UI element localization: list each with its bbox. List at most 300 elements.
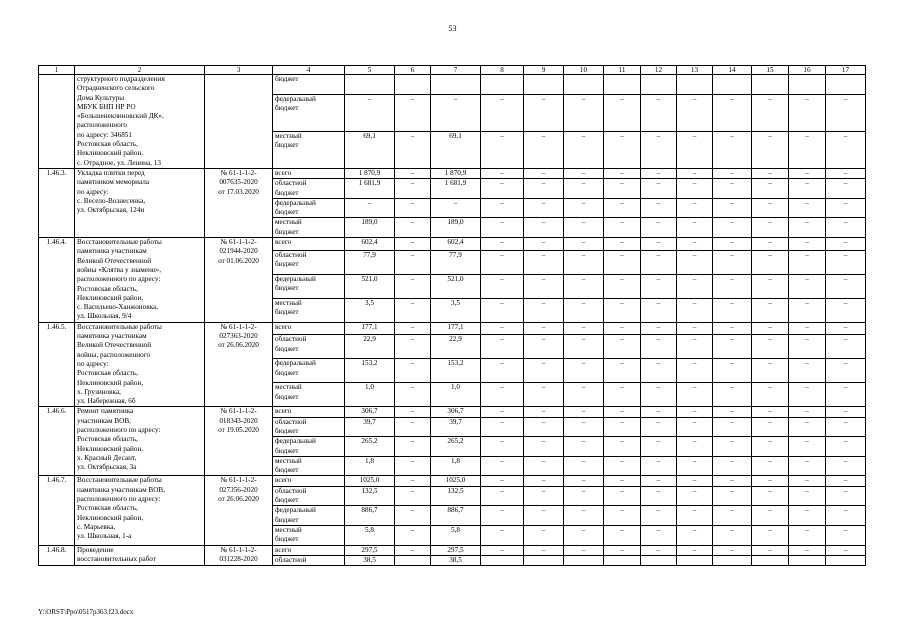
object-name-line: ул. Октябрьская, 124и bbox=[77, 206, 145, 215]
value-col17: – bbox=[826, 545, 866, 555]
funding-source-line: бюджет bbox=[275, 466, 299, 475]
value-col12: – bbox=[641, 250, 677, 274]
item-number: 1.46.5. bbox=[39, 322, 75, 407]
value-col14: – bbox=[713, 238, 752, 251]
object-name-line: Неклиновский район, bbox=[77, 513, 144, 522]
funding-source-line: местный bbox=[275, 218, 302, 227]
value-col14: – bbox=[713, 417, 752, 437]
object-name-line: х. Красный Десант, bbox=[77, 453, 137, 462]
object-name-line: ул. Школьная, 1-а bbox=[77, 532, 132, 541]
value-col15: – bbox=[752, 456, 789, 476]
value-col10: – bbox=[564, 131, 604, 168]
value-col14: – bbox=[713, 506, 752, 526]
object-name bbox=[75, 75, 205, 169]
funding-source-line: бюджет bbox=[275, 426, 299, 435]
value-col9: – bbox=[524, 131, 564, 168]
value-col7: 38,5 bbox=[431, 555, 481, 565]
value-col15: – bbox=[752, 238, 789, 251]
value-col12: – bbox=[641, 274, 677, 298]
value-col14: – bbox=[713, 298, 752, 322]
value-col6: – bbox=[395, 486, 431, 506]
value-col9: – bbox=[524, 298, 564, 322]
value-col16: – bbox=[789, 486, 826, 506]
value-col5: 1 870,9 bbox=[345, 168, 395, 178]
value-col11: – bbox=[604, 274, 641, 298]
value-col15: – bbox=[752, 322, 789, 335]
value-col15: – bbox=[752, 274, 789, 298]
value-col9: – bbox=[524, 456, 564, 476]
value-col7: 306,7 bbox=[431, 407, 481, 417]
value-col6: – bbox=[395, 417, 431, 437]
value-col7: 1,8 bbox=[431, 456, 481, 476]
value-col13: – bbox=[677, 476, 713, 486]
value-col17 bbox=[826, 555, 866, 565]
value-col15: – bbox=[752, 407, 789, 417]
value-col12: – bbox=[641, 383, 677, 407]
funding-source-line: бюджет bbox=[275, 344, 299, 353]
value-col16: – bbox=[789, 335, 826, 359]
value-col15 bbox=[752, 75, 789, 95]
value-col15: – bbox=[752, 168, 789, 178]
funding-source-line: бюджет bbox=[275, 535, 299, 544]
object-name bbox=[75, 322, 205, 407]
value-col6: – bbox=[395, 545, 431, 555]
document-ref bbox=[205, 168, 273, 237]
value-col17: – bbox=[826, 525, 866, 545]
value-col13: – bbox=[677, 298, 713, 322]
value-col14: – bbox=[713, 437, 752, 457]
column-number: 17 bbox=[826, 66, 866, 75]
document-ref-line: от 17.03.2020 bbox=[218, 187, 259, 196]
value-col8: – bbox=[481, 274, 524, 298]
value-col15: – bbox=[752, 218, 789, 238]
value-col7: 3,5 bbox=[431, 298, 481, 322]
funding-source-line: бюджет bbox=[275, 368, 299, 377]
funding-source-line: бюджет bbox=[275, 141, 299, 150]
object-name-line: Ремонт памятника bbox=[77, 407, 134, 416]
object-name-line: войны «Клятва у знамени», bbox=[77, 265, 162, 274]
value-col16: – bbox=[789, 359, 826, 383]
document-ref bbox=[205, 238, 273, 323]
funding-source bbox=[273, 506, 345, 526]
value-col10: – bbox=[564, 238, 604, 251]
value-col9: – bbox=[524, 168, 564, 178]
funding-source bbox=[273, 476, 345, 486]
column-number: 14 bbox=[713, 66, 752, 75]
funding-source-line: федеральный bbox=[275, 359, 316, 368]
funding-source bbox=[273, 75, 345, 95]
value-col12: – bbox=[641, 486, 677, 506]
value-col7: – bbox=[431, 198, 481, 218]
object-name bbox=[75, 238, 205, 323]
funding-source-line: местный bbox=[275, 298, 302, 307]
value-col15: – bbox=[752, 335, 789, 359]
table-row bbox=[39, 75, 866, 95]
value-col8 bbox=[481, 555, 524, 565]
value-col13: – bbox=[677, 94, 713, 131]
value-col14: – bbox=[713, 383, 752, 407]
value-col15: – bbox=[752, 545, 789, 555]
value-col7: 602,4 bbox=[431, 238, 481, 251]
value-col15: – bbox=[752, 437, 789, 457]
value-col5: 521,0 bbox=[345, 274, 395, 298]
value-col5: 132,5 bbox=[345, 486, 395, 506]
value-col6: – bbox=[395, 198, 431, 218]
value-col17: – bbox=[826, 359, 866, 383]
object-name-line: х. Грузиновка, bbox=[77, 387, 121, 396]
value-col14 bbox=[713, 75, 752, 95]
value-col6: – bbox=[395, 250, 431, 274]
value-col8: – bbox=[481, 179, 524, 199]
value-col16: – bbox=[789, 476, 826, 486]
value-col7: 77,9 bbox=[431, 250, 481, 274]
column-number: 1 bbox=[39, 66, 75, 75]
column-number: 5 bbox=[345, 66, 395, 75]
value-col8: – bbox=[481, 94, 524, 131]
value-col9: – bbox=[524, 506, 564, 526]
document-ref-line: № 61-1-1-2- bbox=[220, 238, 257, 247]
value-col15: – bbox=[752, 250, 789, 274]
value-col11: – bbox=[604, 322, 641, 335]
value-col8: – bbox=[481, 437, 524, 457]
value-col16: – bbox=[789, 179, 826, 199]
column-number: 11 bbox=[604, 66, 641, 75]
value-col11: – bbox=[604, 168, 641, 178]
value-col8: – bbox=[481, 417, 524, 437]
value-col17: – bbox=[826, 250, 866, 274]
value-col7: 39,7 bbox=[431, 417, 481, 437]
funding-source bbox=[273, 274, 345, 298]
object-name-line: памятника участникам ВОВ, bbox=[77, 485, 166, 494]
value-col11 bbox=[604, 75, 641, 95]
value-col11: – bbox=[604, 198, 641, 218]
column-number: 9 bbox=[524, 66, 564, 75]
document-ref-line: 007635-2020 bbox=[219, 178, 258, 187]
page-number: 53 bbox=[448, 24, 457, 33]
value-col6 bbox=[395, 555, 431, 565]
object-name-line: МБУК БНП НР РО bbox=[77, 102, 136, 111]
value-col13: – bbox=[677, 238, 713, 251]
funding-source-line: всего bbox=[275, 476, 292, 485]
value-col10: – bbox=[564, 218, 604, 238]
value-col13: – bbox=[677, 456, 713, 476]
funding-source-line: областной bbox=[275, 417, 307, 426]
object-name-line: расположенного по адресу: bbox=[77, 425, 161, 434]
document-ref-line: 027356-2020 bbox=[219, 485, 258, 494]
value-col14: – bbox=[713, 525, 752, 545]
funding-source bbox=[273, 383, 345, 407]
object-name-line: Ростовская область, bbox=[77, 369, 138, 378]
item-number: 1.46.4. bbox=[39, 238, 75, 323]
value-col11: – bbox=[604, 179, 641, 199]
value-col6: – bbox=[395, 359, 431, 383]
value-col12: – bbox=[641, 506, 677, 526]
value-col9: – bbox=[524, 417, 564, 437]
object-name-line: ул. Школьная, 9/4 bbox=[77, 312, 132, 321]
column-number: 16 bbox=[789, 66, 826, 75]
value-col5: 1025,0 bbox=[345, 476, 395, 486]
value-col14: – bbox=[713, 179, 752, 199]
value-col15: – bbox=[752, 359, 789, 383]
value-col8: – bbox=[481, 525, 524, 545]
value-col16: – bbox=[789, 218, 826, 238]
document-ref-line: № 61-1-1-2- bbox=[220, 407, 257, 416]
value-col10 bbox=[564, 75, 604, 95]
value-col9: – bbox=[524, 218, 564, 238]
value-col8: – bbox=[481, 238, 524, 251]
value-col17: – bbox=[826, 506, 866, 526]
value-col16: – bbox=[789, 525, 826, 545]
object-name-line: Укладка плитки перед bbox=[77, 168, 145, 177]
value-col8: – bbox=[481, 168, 524, 178]
column-number: 8 bbox=[481, 66, 524, 75]
funding-source-line: всего bbox=[275, 407, 292, 416]
value-col16: – bbox=[789, 322, 826, 335]
value-col13: – bbox=[677, 407, 713, 417]
value-col6: – bbox=[395, 179, 431, 199]
funding-source-line: бюджет bbox=[275, 227, 299, 236]
value-col10: – bbox=[564, 437, 604, 457]
value-col9: – bbox=[524, 322, 564, 335]
value-col5: 39,7 bbox=[345, 417, 395, 437]
item-number: 1.46.6. bbox=[39, 407, 75, 476]
value-col16 bbox=[789, 75, 826, 95]
value-col14: – bbox=[713, 456, 752, 476]
object-name-line: памятником мемориала bbox=[77, 178, 150, 187]
object-name-line: Ростовская область, bbox=[77, 140, 138, 149]
column-number: 12 bbox=[641, 66, 677, 75]
value-col14 bbox=[713, 555, 752, 565]
value-col7: 69,1 bbox=[431, 131, 481, 168]
object-name-line: Неклиновский район, bbox=[77, 378, 144, 387]
value-col9: – bbox=[524, 274, 564, 298]
funding-source bbox=[273, 407, 345, 417]
item-number bbox=[39, 75, 75, 169]
column-number: 4 bbox=[273, 66, 345, 75]
value-col10: – bbox=[564, 179, 604, 199]
value-col8: – bbox=[481, 486, 524, 506]
value-col15: – bbox=[752, 298, 789, 322]
value-col15: – bbox=[752, 198, 789, 218]
table-row bbox=[39, 168, 866, 178]
funding-source-line: бюджет bbox=[275, 259, 299, 268]
funding-source-line: бюджет bbox=[275, 75, 299, 83]
object-name-line: Великой Отечественной bbox=[77, 256, 152, 265]
value-col14: – bbox=[713, 359, 752, 383]
value-col12: – bbox=[641, 322, 677, 335]
value-col9: – bbox=[524, 476, 564, 486]
value-col7 bbox=[431, 75, 481, 95]
item-number: 1.46.3. bbox=[39, 168, 75, 237]
value-col8: – bbox=[481, 218, 524, 238]
value-col10: – bbox=[564, 417, 604, 437]
value-col6: – bbox=[395, 437, 431, 457]
value-col7: 1,0 bbox=[431, 383, 481, 407]
value-col15: – bbox=[752, 131, 789, 168]
value-col15: – bbox=[752, 486, 789, 506]
value-col15: – bbox=[752, 525, 789, 545]
funding-source-line: всего bbox=[275, 545, 292, 554]
value-col5 bbox=[345, 75, 395, 95]
value-col11: – bbox=[604, 335, 641, 359]
value-col7: 521,0 bbox=[431, 274, 481, 298]
document-ref bbox=[205, 75, 273, 169]
value-col17: – bbox=[826, 486, 866, 506]
value-col13: – bbox=[677, 525, 713, 545]
value-col12: – bbox=[641, 179, 677, 199]
value-col11: – bbox=[604, 359, 641, 383]
value-col15: – bbox=[752, 383, 789, 407]
value-col16: – bbox=[789, 456, 826, 476]
value-col5: 297,5 bbox=[345, 545, 395, 555]
object-name-line: с. Весело-Вознесенка, bbox=[77, 196, 146, 205]
document-ref-line: № 61-1-1-2- bbox=[220, 168, 257, 177]
document-ref bbox=[205, 545, 273, 566]
value-col10: – bbox=[564, 298, 604, 322]
value-col13: – bbox=[677, 179, 713, 199]
value-col16: – bbox=[789, 506, 826, 526]
value-col11: – bbox=[604, 298, 641, 322]
value-col17: – bbox=[826, 238, 866, 251]
value-col5: 1,8 bbox=[345, 456, 395, 476]
value-col16: – bbox=[789, 545, 826, 555]
funding-source-line: местный bbox=[275, 383, 302, 392]
value-col9: – bbox=[524, 238, 564, 251]
value-col5: 22,9 bbox=[345, 335, 395, 359]
funding-source bbox=[273, 525, 345, 545]
value-col14: – bbox=[713, 218, 752, 238]
value-col13 bbox=[677, 555, 713, 565]
object-name-line: по адресу: bbox=[77, 187, 109, 196]
item-number: 1.46.8. bbox=[39, 545, 75, 566]
value-col9: – bbox=[524, 335, 564, 359]
table-row bbox=[39, 476, 866, 486]
value-col12: – bbox=[641, 456, 677, 476]
funding-source bbox=[273, 555, 345, 565]
value-col7: 1 681,9 bbox=[431, 179, 481, 199]
value-col9: – bbox=[524, 437, 564, 457]
funding-source bbox=[273, 238, 345, 251]
document-ref bbox=[205, 322, 273, 407]
value-col12: – bbox=[641, 335, 677, 359]
value-col5: 77,9 bbox=[345, 250, 395, 274]
funding-source-line: бюджет bbox=[275, 307, 299, 316]
object-name-line: Ростовская область, bbox=[77, 435, 138, 444]
value-col11: – bbox=[604, 383, 641, 407]
value-col16: – bbox=[789, 250, 826, 274]
document-ref-line: № 61-1-1-2- bbox=[220, 476, 257, 485]
value-col11: – bbox=[604, 545, 641, 555]
value-col15: – bbox=[752, 179, 789, 199]
value-col8 bbox=[481, 75, 524, 95]
value-col7: 297,5 bbox=[431, 545, 481, 555]
value-col5: 5,8 bbox=[345, 525, 395, 545]
value-col12: – bbox=[641, 168, 677, 178]
document-ref-line: 018343-2020 bbox=[219, 416, 258, 425]
value-col17: – bbox=[826, 383, 866, 407]
value-col11: – bbox=[604, 456, 641, 476]
value-col12: – bbox=[641, 437, 677, 457]
value-col17: – bbox=[826, 298, 866, 322]
value-col15: – bbox=[752, 506, 789, 526]
value-col14: – bbox=[713, 198, 752, 218]
value-col13: – bbox=[677, 545, 713, 555]
value-col14: – bbox=[713, 545, 752, 555]
value-col8: – bbox=[481, 131, 524, 168]
value-col8: – bbox=[481, 335, 524, 359]
value-col14: – bbox=[713, 322, 752, 335]
value-col13: – bbox=[677, 198, 713, 218]
value-col17: – bbox=[826, 322, 866, 335]
value-col10 bbox=[564, 555, 604, 565]
value-col7: 5,8 bbox=[431, 525, 481, 545]
funding-source-line: бюджет bbox=[275, 188, 299, 197]
column-number: 7 bbox=[431, 66, 481, 75]
value-col16: – bbox=[789, 417, 826, 437]
funding-source-line: бюджет bbox=[275, 103, 299, 112]
value-col8: – bbox=[481, 545, 524, 555]
object-name-line: Проведение bbox=[77, 545, 114, 554]
document-ref-line: от 26.06.2020 bbox=[218, 495, 259, 504]
value-col7: 1025,0 bbox=[431, 476, 481, 486]
value-col16 bbox=[789, 555, 826, 565]
object-name-line: Великой Отечественной bbox=[77, 341, 152, 350]
value-col12: – bbox=[641, 238, 677, 251]
table-row bbox=[39, 322, 866, 335]
funding-source-line: всего bbox=[275, 322, 292, 331]
value-col13: – bbox=[677, 250, 713, 274]
value-col5: 38,5 bbox=[345, 555, 395, 565]
value-col13: – bbox=[677, 218, 713, 238]
value-col16: – bbox=[789, 298, 826, 322]
value-col17: – bbox=[826, 274, 866, 298]
value-col10: – bbox=[564, 525, 604, 545]
value-col17: – bbox=[826, 335, 866, 359]
object-name-line: с. Васильево-Ханжоновка, bbox=[77, 303, 159, 312]
funding-source-line: федеральный bbox=[275, 506, 316, 515]
column-number: 2 bbox=[75, 66, 205, 75]
object-name bbox=[75, 476, 205, 545]
value-col13: – bbox=[677, 417, 713, 437]
funding-source-line: областной bbox=[275, 335, 307, 344]
value-col8: – bbox=[481, 359, 524, 383]
document-ref-line: 021944-2020 bbox=[219, 247, 258, 256]
value-col13: – bbox=[677, 322, 713, 335]
value-col13: – bbox=[677, 359, 713, 383]
value-col5: 1 681,9 bbox=[345, 179, 395, 199]
funding-source bbox=[273, 198, 345, 218]
object-name-line: с. Марьевка, bbox=[77, 522, 116, 531]
value-col7: 265,2 bbox=[431, 437, 481, 457]
value-col17 bbox=[826, 75, 866, 95]
value-col6: – bbox=[395, 525, 431, 545]
value-col5: 69,1 bbox=[345, 131, 395, 168]
value-col8: – bbox=[481, 456, 524, 476]
value-col12 bbox=[641, 555, 677, 565]
value-col11: – bbox=[604, 238, 641, 251]
value-col12: – bbox=[641, 417, 677, 437]
value-col10: – bbox=[564, 407, 604, 417]
value-col8: – bbox=[481, 407, 524, 417]
value-col6: – bbox=[395, 476, 431, 486]
funding-source-line: областной bbox=[275, 179, 307, 188]
value-col8: – bbox=[481, 476, 524, 486]
funding-source bbox=[273, 94, 345, 131]
funding-source-line: местный bbox=[275, 525, 302, 534]
value-col6: – bbox=[395, 218, 431, 238]
value-col9: – bbox=[524, 359, 564, 383]
value-col16: – bbox=[789, 383, 826, 407]
